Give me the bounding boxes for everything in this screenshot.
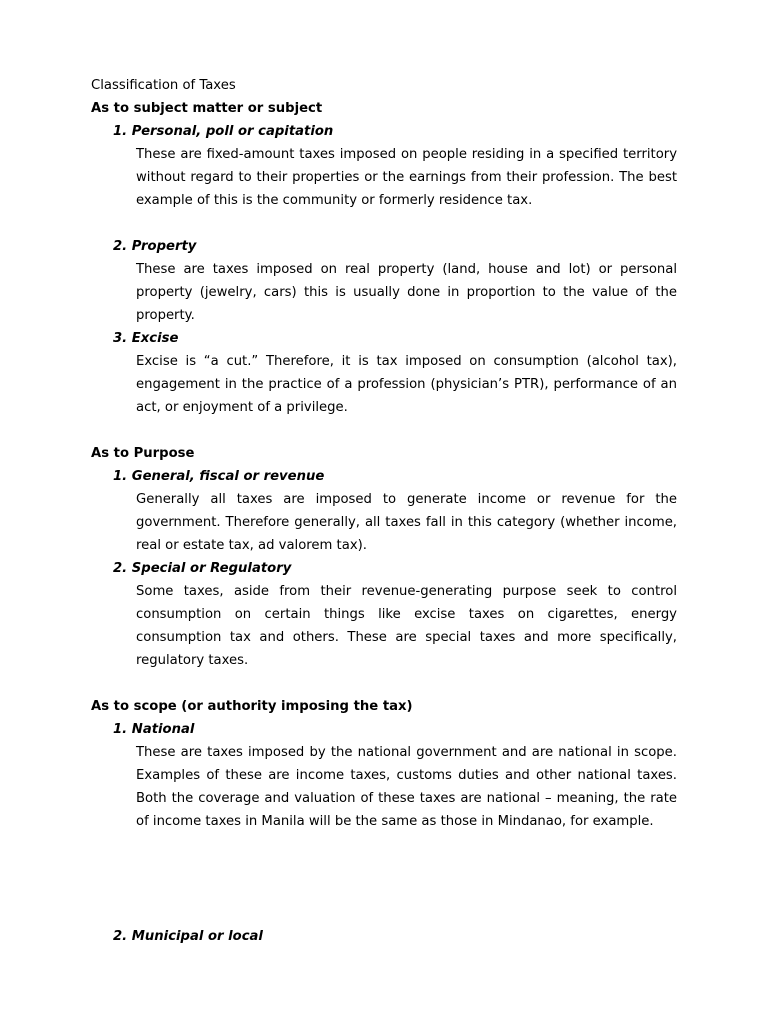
section-heading-scope: As to scope (or authority imposing the tax) — [91, 699, 413, 714]
item-heading-property: 2. Property — [113, 239, 197, 254]
document-title: Classification of Taxes — [91, 78, 236, 93]
section-heading-subject-matter: As to subject matter or subject — [91, 101, 323, 116]
item-heading-general: 1. General, fiscal or revenue — [113, 469, 325, 484]
item-body-personal: These are fixed-amount taxes imposed on people residing in a specified territory without regard to their properties or the earnings from their profession. The best example of this is the community or formerly residence tax. — [136, 147, 677, 208]
item-heading-personal: 1. Personal, poll or capitation — [113, 124, 334, 139]
item-body-general: Generally all taxes are imposed to generate income or revenue for the government. Therefore generally, all taxes fall in this category (whether income, real or estate tax, ad valorem tax). — [136, 492, 677, 553]
item-heading-special: 2. Special or Regulatory — [113, 561, 292, 576]
item-body-property: These are taxes imposed on real property (land, house and lot) or personal property (jewelry, cars) this is usually done in proportion to the value of the property. — [136, 262, 677, 323]
item-body-special: Some taxes, aside from their revenue-generating purpose seek to control consumption on certain things like excise taxes on cigarettes, energy consumption tax and others. These are special taxes and more specifically, regulatory taxes. — [136, 584, 677, 668]
section-heading-purpose: As to Purpose — [91, 446, 195, 461]
item-heading-excise: 3. Excise — [113, 331, 179, 346]
item-heading-national: 1. National — [113, 722, 195, 737]
item-body-national: These are taxes imposed by the national government and are national in scope. Examples of these are income taxes, customs duties and other national taxes. Both the coverage and valuation of these taxes are national – meaning, the rate of income taxes in Manila will be the same as those in Mindanao, for example. — [136, 745, 677, 829]
item-body-excise: Excise is “a cut.” Therefore, it is tax imposed on consumption (alcohol tax), engagement in the practice of a profession (physician’s PTR), performance of an act, or enjoyment of a privilege. — [136, 354, 677, 415]
item-heading-municipal: 2. Municipal or local — [113, 929, 263, 944]
